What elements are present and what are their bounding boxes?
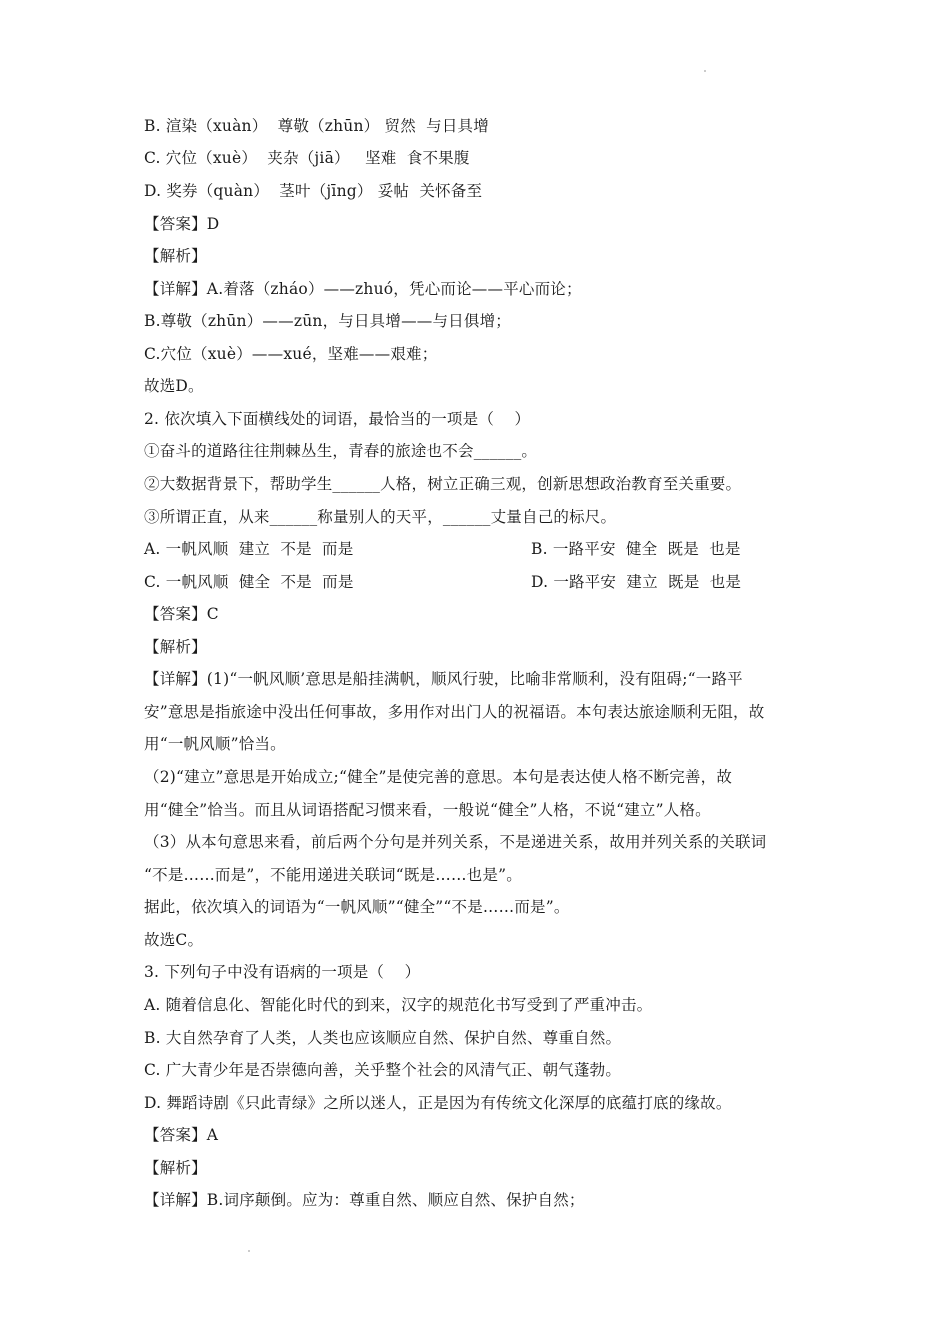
option-b-q2: B. 一路平安 健全 既是 也是 (531, 540, 741, 558)
detail-q2-p2-l1: （2)“建立”意思是开始成立;“健全”是使完善的意思。本句是表达使人格不断完善，故 (144, 768, 733, 786)
detail-q2-p1-l3: 用“一帆风顺”恰当。 (144, 735, 286, 753)
detail-q1-c: C.穴位（xuè）——xué，坚难——艰难； (144, 345, 438, 363)
answer-q2: 【答案】C (144, 605, 219, 623)
question-2-item-3: ③所谓正直，从来______称量别人的天平，______丈量自己的标尺。 (144, 508, 617, 526)
question-2-item-2: ②大数据背景下，帮助学生______人格，树立正确三观，创新思想政治教育至关重要。 (144, 475, 742, 493)
option-a-q2: A. 一帆风顺 建立 不是 而是 (144, 540, 354, 558)
answer-q3: 【答案】A (144, 1126, 219, 1144)
option-d-q3: D. 舞蹈诗剧《只此青绿》之所以迷人，正是因为有传统文化深厚的底蕴打底的缘故。 (144, 1094, 732, 1112)
question-2-stem: 2. 依次填入下面横线处的词语，最恰当的一项是（ ） (144, 410, 531, 428)
detail-q2-p2-l2: 用“健全”恰当。而且从词语搭配习惯来看，一般说“健全”人格，不说“建立”人格。 (144, 801, 711, 819)
detail-q1-b: B.尊敬（zhūn）——zūn，与日具增——与日俱增； (144, 312, 511, 330)
analysis-heading-q3: 【解析】 (144, 1159, 207, 1177)
analysis-heading-q1: 【解析】 (144, 247, 207, 265)
option-d-q2: D. 一路平安 建立 既是 也是 (531, 573, 742, 591)
option-c-q1: C. 穴位（xuè） 夹杂（jiā） 坚难 食不果腹 (144, 149, 470, 167)
detail-q2-p3-l2: “不是……而是”，不能用递进关联词“既是……也是”。 (144, 866, 522, 884)
detail-q2-summary: 据此，依次填入的词语为“一帆风顺”“健全”“不是……而是”。 (144, 898, 570, 916)
scan-speck-top (704, 70, 706, 72)
option-b-q3: B. 大自然孕育了人类，人类也应该顺应自然、保护自然、尊重自然。 (144, 1029, 622, 1047)
analysis-heading-q2: 【解析】 (144, 638, 207, 656)
detail-q2-p3-l1: （3）从本句意思来看，前后两个分句是并列关系，不是递进关系，故用并列关系的关联词 (144, 833, 767, 851)
detail-q2-p1-l2: 安”意思是指旅途中没出任何事故，多用作对出门人的祝福语。本句表达旅途顺利无阻，故 (144, 703, 765, 721)
conclusion-q1: 故选D。 (144, 377, 204, 395)
question-3-stem: 3. 下列句子中没有语病的一项是（ ） (144, 963, 421, 981)
option-c-q2: C. 一帆风顺 健全 不是 而是 (144, 573, 354, 591)
detail-q2-p1-l1: 【详解】(1)“一帆风顺’意思是船挂满帆，顺风行驶，比喻非常顺利，没有阻碍;“一路平 (144, 670, 743, 688)
option-a-q3: A. 随着信息化、智能化时代的到来，汉字的规范化书写受到了严重冲击。 (144, 996, 653, 1014)
option-c-q3: C. 广大青少年是否崇德向善，关乎整个社会的风清气正、朝气蓬勃。 (144, 1061, 622, 1079)
detail-q1-a: 【详解】A.着落（zháo）——zhuó，凭心而论——平心而论； (144, 280, 582, 298)
detail-q3-b: 【详解】B.词序颠倒。应为：尊重自然、顺应自然、保护自然； (144, 1191, 585, 1209)
scan-speck-bottom (248, 1250, 250, 1252)
option-b-q1: B. 渲染（xuàn） 尊敬（zhūn） 贸然 与日具增 (144, 117, 489, 135)
question-2-item-1: ①奋斗的道路往往荆棘丛生，青春的旅途也不会______。 (144, 442, 538, 460)
conclusion-q2: 故选C。 (144, 931, 204, 949)
answer-q1: 【答案】D (144, 215, 220, 233)
option-d-q1: D. 奖券（quàn） 茎叶（jīng） 妥帖 关怀备至 (144, 182, 483, 200)
